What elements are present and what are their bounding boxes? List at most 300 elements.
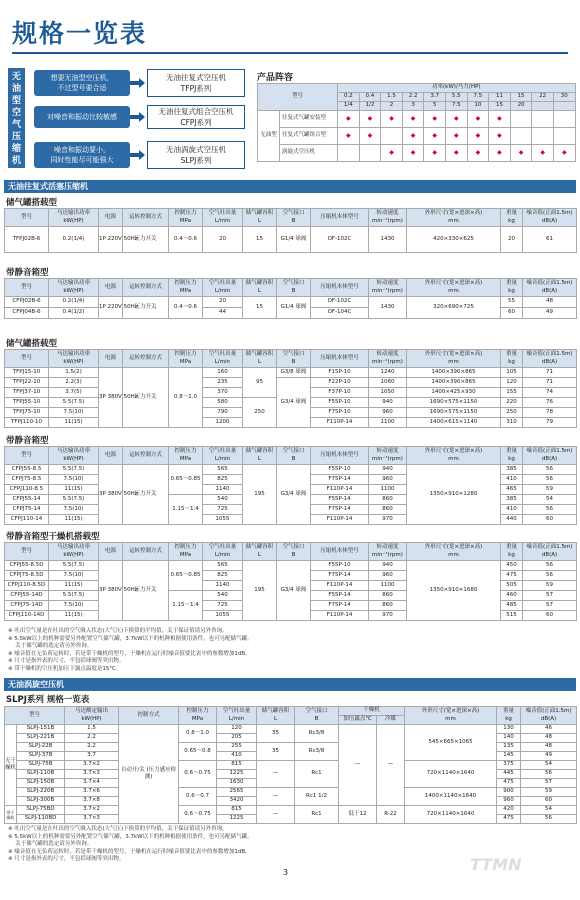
- table-cell: 0.4～0.6: [169, 227, 203, 253]
- table-cell: 860: [369, 591, 407, 601]
- note-line: ※ 吐出空气量是在吐出的空气吸入状态(大气压)下换算的平均值，关于保证值请另外咨询。: [8, 826, 228, 832]
- kw-header: 3.7: [424, 93, 446, 102]
- table-cell: 565: [203, 465, 243, 475]
- note-line: ※ 噪音值在无负荷运转时，若是带干燥机的型号，干燥机在运行时噪音值要比表中的参数增加1dB。: [8, 650, 251, 657]
- table-cell: CFPJ110-8.5D: [5, 581, 49, 591]
- table-cell: 250: [501, 408, 523, 418]
- table-cell: 195: [243, 465, 277, 525]
- header-row: [5, 350, 577, 368]
- table-cell: 465: [501, 485, 523, 495]
- table-cell: 60: [523, 515, 577, 525]
- table-cell: 960: [369, 475, 407, 485]
- kw-header: 5.5: [445, 93, 467, 102]
- column-header: 空气接口 B: [277, 543, 311, 561]
- table-cell: 低于12: [339, 806, 377, 824]
- diamond-mark: [359, 145, 381, 162]
- column-header: 储气罐容积 L: [243, 543, 277, 561]
- table-cell: 60: [501, 308, 523, 319]
- table-cell: SLPJ-110BD: [17, 815, 65, 824]
- table-cell: 720×1140×1640: [405, 806, 497, 824]
- table-cell: 725: [203, 601, 243, 611]
- table-cell: 49: [523, 308, 577, 319]
- column-header: 空气接口 B: [277, 209, 311, 227]
- column-header: 外形尺寸(宽×进深×高) mm: [405, 707, 497, 725]
- table-cell: 370: [203, 388, 243, 398]
- table-cell: 410: [217, 752, 257, 761]
- selector-answer: [147, 105, 245, 129]
- table-cell: CFPJ75-8.5D: [5, 571, 49, 581]
- table-cell: G3/4 球阀: [277, 378, 311, 428]
- table-row: [5, 806, 577, 815]
- silent-spec-table: [4, 278, 577, 319]
- column-header: 外形尺寸(宽×进深×高) mm: [407, 543, 501, 561]
- column-header: 控制压力 MPa: [169, 279, 203, 297]
- table-cell: 11(15): [49, 611, 99, 621]
- table-cell: SLPJ-300B: [17, 797, 65, 806]
- diamond-mark: [510, 111, 532, 128]
- table-cell: 120: [217, 725, 257, 734]
- arrow-right-icon: [130, 112, 145, 122]
- table-cell: 1350×910×1280: [407, 465, 501, 525]
- table-cell: 0.65～0.85: [169, 561, 203, 591]
- header-row: [5, 447, 577, 465]
- column-header: 噪音值(正面1.5m) dB(A): [521, 707, 577, 725]
- table-cell: SLPJ-221B: [17, 734, 65, 743]
- table-cell: G3/8 球阀: [277, 368, 311, 378]
- selector-question: 对噪音和振动比较敏感: [34, 106, 130, 128]
- table-cell: 46: [521, 725, 577, 734]
- table-cell: 725: [203, 505, 243, 515]
- diamond-mark: ◆: [532, 145, 554, 162]
- table-row: [5, 465, 577, 475]
- table-cell: 5.5(7.5): [49, 495, 99, 505]
- notes-reciprocating: [8, 628, 253, 673]
- hp-header: 5: [424, 102, 446, 111]
- column-header: 电源: [99, 209, 123, 227]
- table-cell: TFPJ110-10: [5, 418, 49, 428]
- table-row: [5, 725, 577, 734]
- table-cell: 1100: [369, 485, 407, 495]
- table-cell: 56: [523, 475, 577, 485]
- table-cell: 20: [203, 297, 243, 308]
- table-cell: 155: [501, 388, 523, 398]
- table-cell: 1630: [217, 779, 257, 788]
- column-header: 控制方式: [119, 707, 179, 725]
- table-cell: 0.65～0.85: [169, 465, 203, 495]
- table-cell: F75P-10: [311, 408, 369, 418]
- table-cell: 815: [217, 806, 257, 815]
- silent-box-title-2: 带静音箱型: [6, 436, 49, 446]
- table-cell: 140: [497, 734, 521, 743]
- column-header: 转动速度 min⁻¹(rpm): [369, 543, 407, 561]
- table-cell: 3.7×2: [65, 761, 119, 770]
- table-cell: 48: [521, 734, 577, 743]
- table-cell: 410: [501, 475, 523, 485]
- table-cell: SLPJ-75B: [17, 761, 65, 770]
- table-cell: 485: [501, 601, 523, 611]
- table-cell: TFPJ55-10: [5, 398, 49, 408]
- table-cell: 515: [501, 611, 523, 621]
- table-cell: SLPJ-22B: [17, 743, 65, 752]
- table-cell: 15: [243, 297, 277, 319]
- diamond-mark: ◆: [381, 111, 403, 128]
- table-cell: 475: [497, 815, 521, 824]
- table-cell: 48: [521, 743, 577, 752]
- table-cell: F55P-14: [311, 591, 369, 601]
- note-line: 关于储气罐的选定请另外咨询。: [8, 643, 93, 649]
- column-header: 冷媒: [377, 716, 405, 725]
- table-cell: 960: [369, 571, 407, 581]
- table-cell: 120: [501, 378, 523, 388]
- table-cell: 410: [501, 505, 523, 515]
- diamond-mark: ◆: [338, 128, 360, 145]
- table-cell: SLPJ-37B: [17, 752, 65, 761]
- table-cell: 3.7: [65, 752, 119, 761]
- table-cell: 1690×575×1150: [407, 398, 501, 408]
- table-cell: OF-102C: [311, 297, 369, 308]
- table-cell: 11(15): [49, 485, 99, 495]
- dryer-type-title: 带静音箱型干燥机搭载型: [6, 532, 100, 542]
- table-cell: 0.6～0.75: [179, 761, 217, 788]
- table-cell: 475: [497, 779, 521, 788]
- table-cell: 56: [521, 815, 577, 824]
- table-cell: 815: [217, 761, 257, 770]
- table-cell: F75P-14: [311, 571, 369, 581]
- table-cell: 60: [521, 797, 577, 806]
- hp-header: 3: [402, 102, 424, 111]
- kw-header: 30: [553, 93, 575, 102]
- column-header: 加压露点℃: [339, 716, 377, 725]
- column-header: 控制压力 MPa: [169, 543, 203, 561]
- table-cell: 1225: [217, 815, 257, 824]
- column-header: 型号: [5, 209, 49, 227]
- table-cell: 540: [203, 495, 243, 505]
- table-cell: 900: [497, 788, 521, 797]
- table-cell: 5.5(7.5): [49, 465, 99, 475]
- header-row: [5, 279, 577, 297]
- table-cell: G3/4 球阀: [277, 561, 311, 621]
- table-cell: 1.5: [65, 725, 119, 734]
- column-header: 压缩机本体型号: [311, 209, 369, 227]
- selector-answer-line: CFPJ系列: [180, 118, 212, 127]
- selector-answer-line: SLPJ系列: [180, 156, 212, 165]
- table-cell: 2.2: [65, 734, 119, 743]
- table-row: [258, 145, 576, 162]
- table-cell: 545×665×1065: [405, 725, 497, 761]
- table-cell: 71: [523, 378, 577, 388]
- table-cell: 1140: [203, 485, 243, 495]
- table-cell: 7.5(10): [49, 571, 99, 581]
- table-cell: 55: [501, 297, 523, 308]
- column-header: 型号: [5, 707, 65, 725]
- table-cell: 460: [501, 591, 523, 601]
- diamond-mark: [532, 128, 554, 145]
- note-line: 关于储气罐的选定请另外咨询。: [8, 841, 93, 847]
- section-bar-scroll: 无油涡旋空压机: [4, 678, 576, 691]
- table-cell: 540: [203, 591, 243, 601]
- table-cell: OF-102C: [311, 227, 369, 253]
- table-cell: 1055: [203, 611, 243, 621]
- column-header: 重量 kg: [501, 350, 523, 368]
- table-cell: 1400×390×865: [407, 368, 501, 378]
- storage-type-title: 储气罐搭载型: [6, 198, 58, 208]
- storage-spec-table: [4, 208, 577, 253]
- table-cell: F110P-14: [311, 485, 369, 495]
- column-header: 储气罐容积 L: [243, 447, 277, 465]
- column-header: 型号: [258, 84, 338, 111]
- table-cell: 2.2: [65, 743, 119, 752]
- column-header: 重量 kg: [501, 447, 523, 465]
- table-cell: 56: [521, 770, 577, 779]
- column-header: 运转控制方式: [123, 279, 169, 297]
- table-cell: —: [377, 725, 405, 806]
- column-header: 外形尺寸(宽×进深×高) mm: [407, 209, 501, 227]
- header-row: [5, 209, 577, 227]
- diamond-mark: [553, 128, 575, 145]
- table-cell: 960: [369, 408, 407, 418]
- diamond-mark: ◆: [510, 145, 532, 162]
- kw-header: 15: [510, 93, 532, 102]
- table-cell: 450: [501, 561, 523, 571]
- diamond-mark: ◆: [424, 145, 446, 162]
- table-row: [5, 297, 577, 308]
- table-cell: F37P-10: [311, 388, 369, 398]
- table-cell: 7.5(10): [49, 601, 99, 611]
- kw-header: 7.5: [467, 93, 489, 102]
- table-cell: TFPJ15-10: [5, 368, 49, 378]
- kw-header: 1.5: [381, 93, 403, 102]
- note-line: ※ 5.5kW以上的机种需要另外配置空气储气罐，3.7kW以下的机种根据使用条件，也可另配储气罐。: [8, 635, 253, 642]
- table-cell: 1690×575×1150: [407, 408, 501, 418]
- table-cell: Rc3/8: [295, 725, 339, 743]
- table-cell: 0.65～0.8: [179, 743, 217, 761]
- diamond-mark: ◆: [424, 128, 446, 145]
- column-header: 外形尺寸(宽×进深×高) mm: [407, 350, 501, 368]
- table-cell: 1.5(2): [49, 368, 99, 378]
- note-line: ※ 带干燥机的空压机加压下露点温度是15℃。: [8, 665, 122, 672]
- column-header: 型号: [5, 350, 49, 368]
- column-header: 空气吐出量 L/min: [203, 543, 243, 561]
- column-header: 电源: [99, 447, 123, 465]
- table-cell: 960: [497, 797, 521, 806]
- arrow-right-icon: [130, 78, 145, 88]
- column-header: 转动速度 min⁻¹(rpm): [369, 209, 407, 227]
- table-cell: F110P-14: [311, 611, 369, 621]
- title-divider: [12, 52, 568, 54]
- hp-header: 1/2: [359, 102, 381, 111]
- column-header: 重量 kg: [497, 707, 521, 725]
- column-header: 控制压力 MPa: [169, 209, 203, 227]
- selector-question: 想要无油型空压机， 不过型号要合适: [34, 70, 130, 96]
- table-cell: 20: [203, 227, 243, 253]
- slpj-spec-table: [4, 706, 577, 824]
- table-cell: 1P 220V 50Hz: [99, 297, 123, 319]
- diamond-mark: [553, 111, 575, 128]
- column-header: 噪音值(正面1.5m) dB(A): [523, 447, 577, 465]
- table-cell: —: [257, 761, 295, 788]
- column-header: 压缩机本体型号: [311, 543, 369, 561]
- section-bar-reciprocating: 无油往复式活塞压缩机: [4, 180, 576, 193]
- column-header: 噪音值(正面1.5m) dB(A): [523, 543, 577, 561]
- column-header: 型号: [5, 543, 49, 561]
- table-cell: 48: [523, 297, 577, 308]
- notes-scroll: [8, 826, 253, 864]
- series-name: 往复式气罐安装型: [280, 111, 338, 128]
- table-cell: R-22: [377, 806, 405, 824]
- table-cell: 1050: [369, 388, 407, 398]
- table-cell: 35: [257, 743, 295, 761]
- table-cell: 0.8～1.0: [179, 725, 217, 743]
- table-cell: 3.7×2: [65, 806, 119, 815]
- column-header: 噪音值(正面1.5m) dB(A): [523, 350, 577, 368]
- hp-header: 7.5: [445, 102, 467, 111]
- table-cell: OF-104C: [311, 308, 369, 319]
- lineup-table: [257, 83, 576, 162]
- tank-type-title: 储气罐搭载型: [6, 339, 58, 349]
- table-cell: 49: [521, 752, 577, 761]
- table-cell: 15: [243, 227, 277, 253]
- column-header: 储气罐容积 L: [243, 209, 277, 227]
- table-cell: 95: [243, 368, 277, 398]
- table-cell: 76: [523, 398, 577, 408]
- table-cell: 130: [497, 725, 521, 734]
- table-cell: 59: [521, 788, 577, 797]
- table-cell: 11(15): [49, 515, 99, 525]
- table-cell: 0.6～0.75: [179, 806, 217, 824]
- table-cell: 1.15～1.4: [169, 495, 203, 525]
- table-cell: TFPJ75-10: [5, 408, 49, 418]
- column-header: 控制压力 MPa: [179, 707, 217, 725]
- group-label: 无油型: [258, 111, 280, 162]
- table-cell: —: [339, 725, 377, 806]
- table-cell: 78: [523, 408, 577, 418]
- selector-answer: [147, 69, 245, 97]
- column-header: 马达输出功率 kW(HP): [49, 447, 99, 465]
- table-cell: G3/4 球阀: [277, 465, 311, 525]
- table-cell: 7.5(10): [49, 475, 99, 485]
- table-cell: 压力开关: [123, 227, 169, 253]
- table-cell: F55P-10: [311, 398, 369, 408]
- table-cell: 105: [501, 368, 523, 378]
- table-cell: 1055: [203, 515, 243, 525]
- table-cell: 74: [523, 388, 577, 398]
- table-cell: SLPJ-151B: [17, 725, 65, 734]
- table-cell: CFPJ75-14D: [5, 601, 49, 611]
- table-cell: 54: [523, 495, 577, 505]
- table-cell: 205: [217, 734, 257, 743]
- table-cell: CFPJ02B-6: [5, 297, 49, 308]
- table-cell: 0.8～1.0: [169, 368, 203, 428]
- table-cell: CFPJ55-8.5D: [5, 561, 49, 571]
- column-header: 噪音值(正面1.5m) dB(A): [523, 279, 577, 297]
- table-row: [5, 368, 577, 378]
- table-cell: 5.5(7.5): [49, 398, 99, 408]
- table-row: [258, 128, 576, 145]
- page-number: 3: [283, 868, 289, 877]
- column-header: 噪音值(正面1.5m) dB(A): [523, 209, 577, 227]
- column-header: 控制压力 MPa: [169, 447, 203, 465]
- diamond-mark: ◆: [445, 128, 467, 145]
- table-cell: 195: [243, 561, 277, 621]
- table-cell: 5.5(7.5): [49, 561, 99, 571]
- table-cell: 255: [217, 743, 257, 752]
- header-row: [5, 543, 577, 561]
- diamond-mark: ◆: [553, 145, 575, 162]
- table-cell: 1400×1140×1640: [405, 788, 497, 806]
- table-cell: 310: [501, 418, 523, 428]
- table-cell: 35: [257, 725, 295, 743]
- diamond-mark: [338, 145, 360, 162]
- selector-answer-line: 无油往复式组合空压机: [158, 107, 234, 116]
- table-cell: 自动开/关 (压力感应检测): [119, 725, 179, 824]
- table-cell: —: [257, 788, 295, 806]
- column-header: 空气接口 B: [277, 350, 311, 368]
- column-header: 空气吐出量 L/min: [203, 350, 243, 368]
- note-line: ※ 吐出空气量是在吐出的空气吸入状态(大气压)下换算的平均值，关于保证值请另外咨询。: [8, 628, 228, 634]
- dryer-spec-table: [4, 542, 577, 621]
- table-cell: CFPJ04B-6: [5, 308, 49, 319]
- column-header: 干燥机: [339, 707, 405, 716]
- table-cell: 3P 380V 50Hz: [99, 561, 123, 621]
- table-cell: 3.7×8: [65, 797, 119, 806]
- hp-header: 10: [467, 102, 489, 111]
- table-cell: 790: [203, 408, 243, 418]
- column-header: 型号: [5, 279, 49, 297]
- table-cell: 56: [523, 465, 577, 475]
- table-cell: CFPJ55-8.5: [5, 465, 49, 475]
- table-cell: 59: [523, 581, 577, 591]
- table-cell: 1240: [369, 368, 407, 378]
- table-cell: 60: [523, 611, 577, 621]
- hp-header: [553, 102, 575, 111]
- column-header: 压缩机本体型号: [311, 279, 369, 297]
- column-header: 重量 kg: [501, 279, 523, 297]
- table-cell: 220: [501, 398, 523, 408]
- diamond-mark: ◆: [424, 111, 446, 128]
- header-row: [5, 707, 577, 716]
- hp-header: 1/4: [338, 102, 360, 111]
- table-cell: SLPJ-110B: [17, 770, 65, 779]
- table-cell: 压力开关: [123, 465, 169, 525]
- table-cell: 1060: [369, 378, 407, 388]
- table-cell: 1400×390×865: [407, 378, 501, 388]
- diamond-mark: [510, 128, 532, 145]
- table-cell: CFPJ110-8.5: [5, 485, 49, 495]
- table-cell: 970: [369, 611, 407, 621]
- column-header: 空气接口 B: [295, 707, 339, 725]
- column-header: 马达输出功率 kW(HP): [49, 279, 99, 297]
- column-header: 运转控制方式: [123, 447, 169, 465]
- table-cell: 压力开关: [123, 297, 169, 319]
- table-row: [5, 788, 577, 797]
- hp-header: 15: [489, 102, 511, 111]
- column-header: 外形尺寸(宽×进深×高) mm: [407, 447, 501, 465]
- kw-header: 11: [489, 93, 511, 102]
- table-cell: CFPJ110-14D: [5, 611, 49, 621]
- column-header: 电源: [99, 279, 123, 297]
- table-cell: 0.2(1/4): [49, 227, 99, 253]
- diamond-mark: ◆: [445, 145, 467, 162]
- table-cell: 385: [501, 465, 523, 475]
- table-cell: —: [257, 806, 295, 824]
- silent2-spec-table: [4, 446, 577, 525]
- table-cell: 475: [501, 571, 523, 581]
- table-cell: 160: [203, 368, 243, 378]
- table-cell: 57: [521, 779, 577, 788]
- diamond-mark: ◆: [489, 145, 511, 162]
- lineup-title: 产品阵容: [257, 73, 294, 83]
- group-label: 带干燥机: [5, 806, 17, 824]
